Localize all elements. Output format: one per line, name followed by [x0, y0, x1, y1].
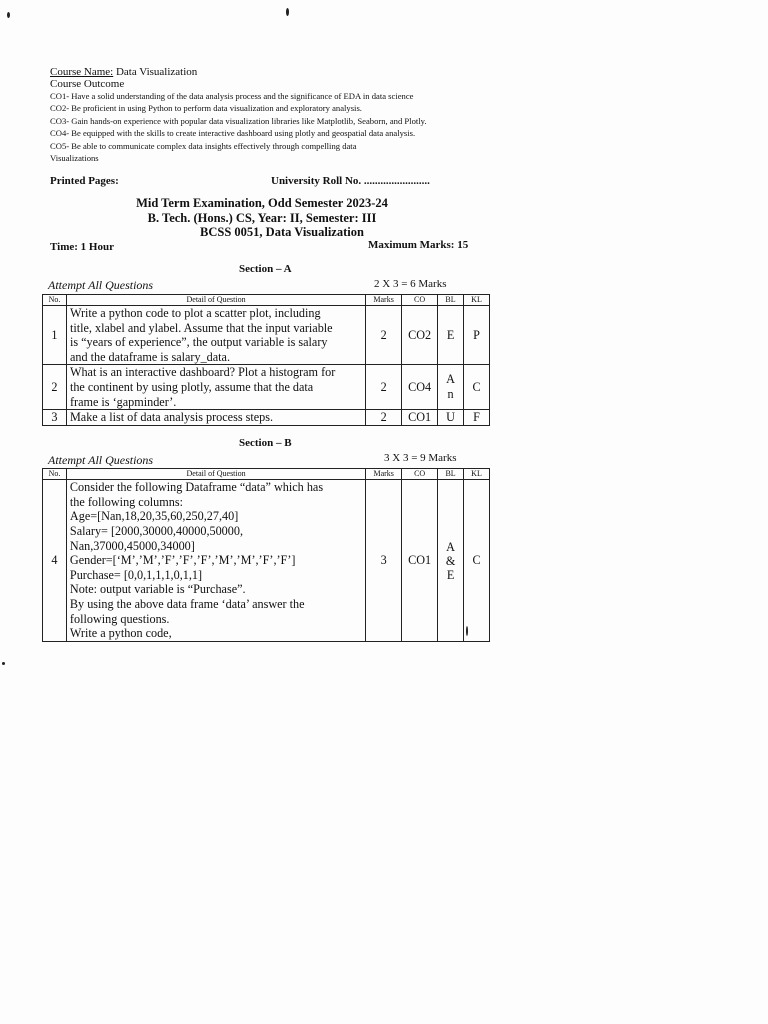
header-bl: BL — [438, 295, 464, 306]
question-kl: F — [464, 410, 490, 426]
table-row — [43, 306, 490, 365]
question-bl: A & E — [438, 480, 464, 642]
header-marks: Marks — [366, 295, 402, 306]
header-co: CO — [402, 295, 438, 306]
question-detail: Make a list of data analysis process steps. — [66, 410, 365, 426]
course-name: Course Name: Data Visualization — [50, 66, 198, 78]
course-outcome-heading: Course Outcome — [50, 78, 125, 90]
table-header — [43, 295, 490, 306]
course-outcome-5-cont: Visualizations — [50, 153, 99, 164]
scan-speck — [286, 8, 289, 16]
section-a-table — [42, 294, 490, 426]
section-a-title: Section – A — [239, 263, 292, 275]
course-outcome-4: CO4- Be equipped with the skills to create interactive dashboard using plotly and geospatial data analysis. — [50, 128, 416, 139]
course-outcome-5: CO5- Be able to communicate complex data insights effectively through compelling data — [50, 140, 357, 151]
section-a-attempt: Attempt All Questions — [48, 278, 154, 292]
exam-title: Mid Term Examination, Odd Semester 2023-24 — [136, 196, 388, 210]
table-row — [43, 480, 490, 642]
header-bl: BL — [438, 469, 464, 480]
course-outcome-3: CO3- Gain hands-on experience with popular data visualization libraries like Matplotlib, Seaborn, and Plotly. — [50, 115, 427, 126]
question-kl: P — [464, 306, 490, 365]
maximum-marks: Maximum Marks: 15 — [368, 239, 469, 251]
section-b-title: Section – B — [239, 437, 292, 449]
question-no: 4 — [43, 480, 67, 642]
university-roll-no: University Roll No. ........................ — [271, 175, 430, 187]
header-detail: Detail of Question — [66, 469, 365, 480]
scan-speck — [7, 12, 10, 18]
question-kl: C — [464, 365, 490, 410]
header-co: CO — [402, 469, 438, 480]
question-co: CO4 — [402, 365, 438, 410]
section-a-marks: 2 X 3 = 6 Marks — [374, 278, 447, 290]
section-b-marks: 3 X 3 = 9 Marks — [384, 452, 457, 464]
question-no: 2 — [43, 365, 67, 410]
question-detail: What is an interactive dashboard? Plot a histogram for the continent by using plotly, assume that the data frame is ‘gapminder’. — [66, 365, 365, 410]
question-kl: C — [464, 480, 490, 642]
header-no: No. — [43, 469, 67, 480]
question-marks: 2 — [366, 306, 402, 365]
printed-pages: Printed Pages: — [50, 175, 119, 187]
table-row — [43, 410, 490, 426]
question-marks: 2 — [366, 410, 402, 426]
question-detail: Write a python code to plot a scatter plot, including title, xlabel and ylabel. Assume that the input variable is “years of experience”, the output variable is salary and the dataframe is salary_data. — [66, 306, 365, 365]
question-marks: 2 — [366, 365, 402, 410]
course-outcome-2: CO2- Be proficient in using Python to perform data visualization and exploratory analysis. — [50, 103, 362, 114]
table-header — [43, 469, 490, 480]
header-detail: Detail of Question — [66, 295, 365, 306]
question-bl: A n — [438, 365, 464, 410]
course-code-line: BCSS 0051, Data Visualization — [200, 225, 364, 239]
section-b-attempt: Attempt All Questions — [48, 453, 154, 467]
header-kl: KL — [464, 469, 490, 480]
question-co: CO1 — [402, 410, 438, 426]
exam-time: Time: 1 Hour — [50, 241, 114, 253]
question-detail: Consider the following Dataframe “data” which has the following columns: Age=[Nan,18,20,35,60,250,27,40] Salary= [2000,30000,40000,50000, Nan,37000,45000,34000] Gender=[‘M’,’M’,’F’,’F’,’F’,’M’,’M’,’F’,’F’] Purchase= [0,0,1,1,1,0,1,1] Note: output variable is “Purchase”. By using the above data frame ‘data’ answer the following questions. Write a python code, — [66, 480, 365, 642]
question-co: CO1 — [402, 480, 438, 642]
program-line: B. Tech. (Hons.) CS, Year: II, Semester: III — [147, 211, 377, 225]
header-no: No. — [43, 295, 67, 306]
header-kl: KL — [464, 295, 490, 306]
course-info — [50, 66, 427, 164]
course-outcome-1: CO1- Have a solid understanding of the data analysis process and the significance of EDA in data science — [50, 91, 414, 101]
question-marks: 3 — [366, 480, 402, 642]
table-row — [43, 365, 490, 410]
scan-speck — [2, 662, 5, 665]
scan-speck — [466, 626, 468, 636]
question-bl: U — [438, 410, 464, 426]
question-no: 3 — [43, 410, 67, 426]
question-co: CO2 — [402, 306, 438, 365]
header-marks: Marks — [366, 469, 402, 480]
section-b-table — [42, 468, 490, 642]
question-bl: E — [438, 306, 464, 365]
question-no: 1 — [43, 306, 67, 365]
